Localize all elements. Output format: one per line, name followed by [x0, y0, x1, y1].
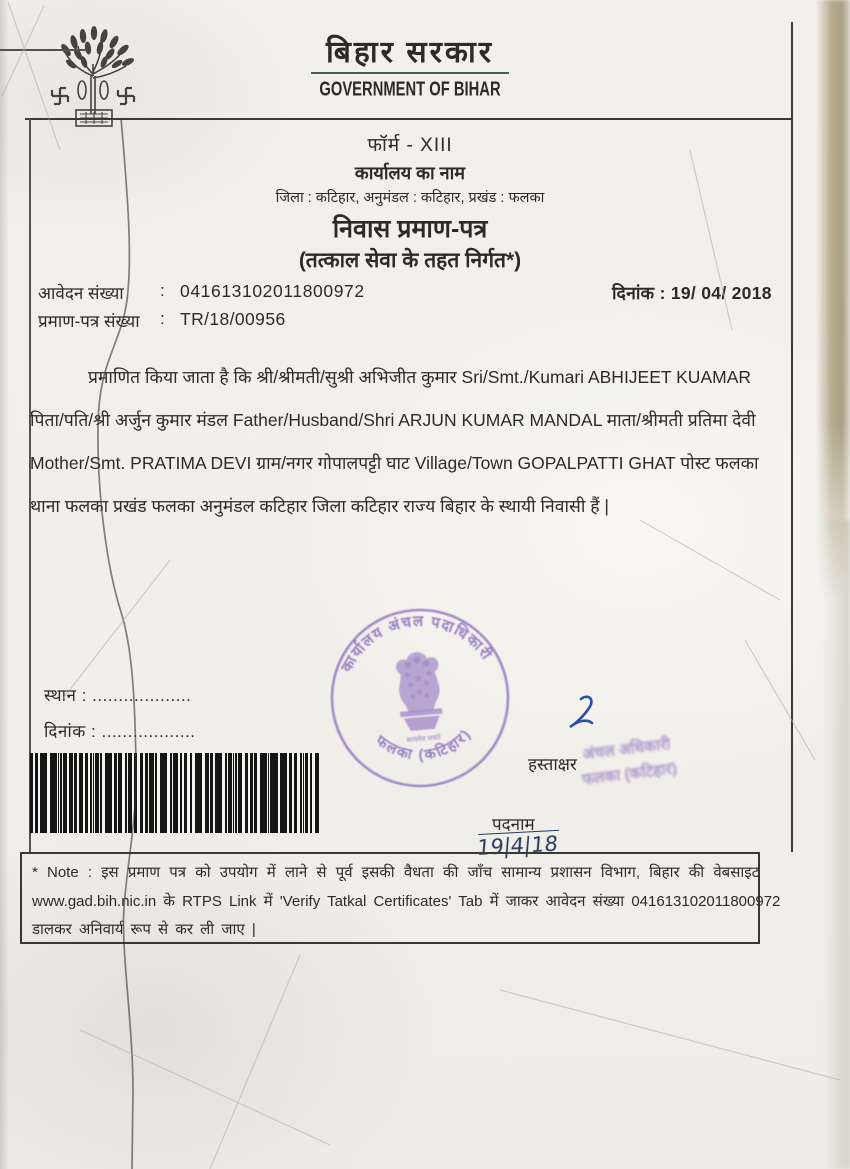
application-number-label: आवेदन संख्या	[38, 284, 124, 303]
stamp-designation: अंचल अधिकारी	[581, 735, 672, 764]
header-underline	[311, 72, 509, 74]
place-label: स्थान :	[44, 686, 87, 705]
certificate-subtitle: (तत्काल सेवा के तहत निर्गत*)	[298, 249, 522, 272]
certificate-title: निवास प्रमाण-पत्र	[332, 215, 488, 243]
barcode-1d-icon	[30, 753, 319, 833]
colon: :	[160, 281, 165, 300]
note-line: www.gad.bih.nic.in के RTPS Link में 'Verify Tatkal Certificates' Tab में जाकर आवेदन संख्या 041613102011800972	[32, 892, 781, 910]
page-title-english: GOVERNMENT OF BIHAR	[319, 77, 501, 101]
date-field	[44, 719, 196, 742]
page-title-hindi: बिहार सरकार	[326, 36, 494, 69]
designation-label: पदनाम	[492, 815, 535, 834]
round-office-seal-ashoka-lion-capital	[320, 598, 519, 797]
colon: :	[160, 309, 165, 328]
signature-label: हस्ताक्षर	[528, 755, 577, 774]
verification-note-box	[20, 852, 781, 944]
svg-text:फलका (कटिहार)	[371, 724, 477, 768]
handwritten-date: 19|4|18	[476, 830, 559, 860]
office-jurisdiction-line: जिला : कटिहार, अनुमंडल : कटिहार, प्रखंड : फलका	[275, 190, 545, 206]
certificate-number-value: TR/18/00956	[180, 309, 286, 329]
note-line: डालकर अनिवार्य रूप से कर ली जाए |	[32, 921, 256, 938]
certificate-body-paragraph	[30, 356, 825, 528]
body-line: थाना फलका प्रखंड फलका अनुमंडल कटिहार जिला कटिहार राज्य बिहार के स्थायी निवासी हैं |	[30, 496, 609, 516]
date-blank-dots: ..................	[101, 722, 196, 741]
paper-edge-stain-lower	[824, 520, 850, 1169]
seal-motto: सत्यमेव जयते	[406, 734, 441, 745]
pen-signature-mark	[553, 693, 613, 745]
header-divider-rule	[25, 118, 792, 120]
office-name-heading: कार्यालय का नाम	[354, 163, 466, 183]
place-field	[44, 683, 191, 706]
body-line: Mother/Smt. PRATIMA DEVI ग्राम/नगर गोपालपट्टी घाट Village/Town GOPALPATTI GHAT पोस्ट फलका	[30, 453, 759, 473]
body-line: प्रमाणित किया जाता है कि श्री/श्रीमती/सुश्री अभिजीत कुमार Sri/Smt./Kumari ABHIJEET KUAMAR	[88, 367, 752, 387]
seal-bottom-text: फलका (कटिहार)	[372, 725, 476, 764]
application-number-value: 041613102011800972	[180, 281, 365, 301]
seal-top-text: कार्यालय अंचल पदाधिकारी	[338, 612, 496, 675]
note-line: * Note : इस प्रमाण पत्र को उपयोग में लाने से पूर्व इसकी वैधता की जाँच सामान्य प्रशासन विभाग, बिहार की वेबसाइट	[32, 864, 760, 881]
top-left-rule	[0, 49, 88, 51]
paper-left-edge-shadow	[0, 0, 9, 1169]
certificate-number-label: प्रमाण-पत्र संख्या	[38, 312, 140, 331]
place-blank-dots: ...................	[92, 686, 192, 705]
form-number: फॉर्म - XIII	[367, 135, 453, 156]
date-label: दिनांक :	[44, 722, 97, 741]
ashoka-lion-capital-icon	[395, 650, 445, 744]
stamp-location: फलका (कटिहार)	[581, 760, 678, 789]
issue-date: दिनांक : 19/ 04/ 2018	[612, 283, 772, 303]
body-line: पिता/पति/श्री अर्जुन कुमार मंडल Father/Husband/Shri ARJUN KUMAR MANDAL माता/श्रीमती प्रतिमा देवी	[30, 410, 756, 430]
